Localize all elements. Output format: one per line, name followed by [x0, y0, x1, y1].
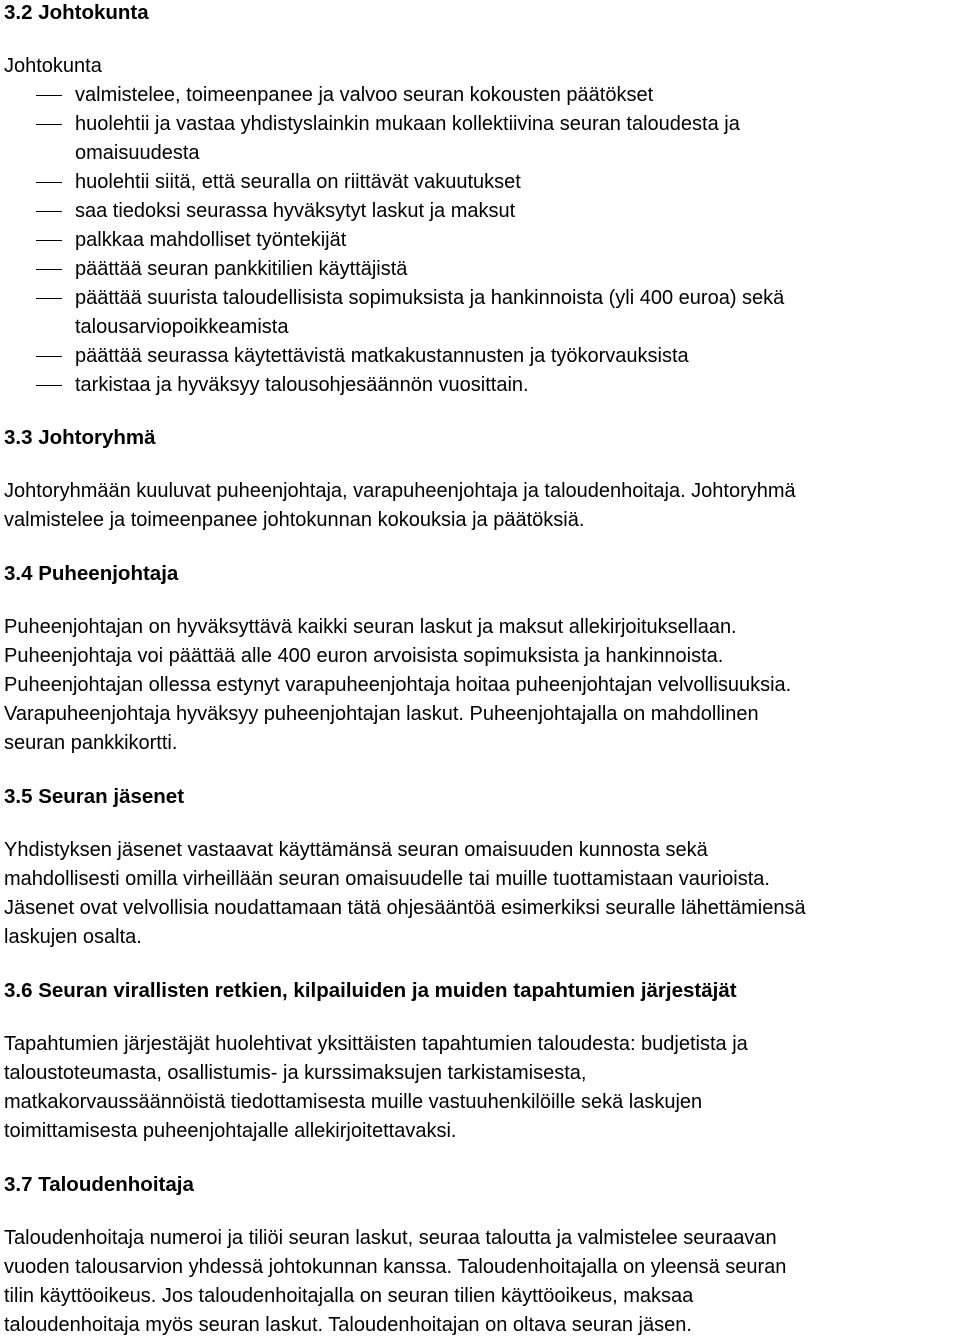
list-item — [4, 255, 960, 284]
paragraph-line: Puheenjohtaja voi päättää alle 400 euron arvoisista sopimuksista ja hankinnoista. — [4, 645, 724, 667]
paragraph-line: taloudenhoitaja myös seuran laskut. Taloudenhoitajan on oltava seuran jäsen. — [4, 1314, 692, 1336]
dash-bullet-icon — [36, 211, 62, 212]
list-item-text: saa tiedoksi seurassa hyväksytyt laskut ja maksut — [75, 200, 516, 222]
dash-bullet-icon — [36, 385, 62, 386]
dash-bullet-icon — [36, 240, 62, 241]
johtokunta-intro: Johtokunta — [4, 55, 102, 77]
dash-bullet-icon — [36, 356, 62, 357]
section-heading-taloudenhoitaja: 3.7 Taloudenhoitaja — [4, 1173, 194, 1196]
list-item-text: palkkaa mahdolliset työntekijät — [75, 229, 347, 251]
paragraph-line: Johtoryhmään kuuluvat puheenjohtaja, varapuheenjohtaja ja taloudenhoitaja. Johtoryhmä — [4, 480, 796, 502]
section-heading-jasenet: 3.5 Seuran jäsenet — [4, 785, 185, 808]
paragraph-line: Puheenjohtajan ollessa estynyt varapuheenjohtaja hoitaa puheenjohtajan velvollisuuksia. — [4, 674, 792, 696]
johtoryhma-paragraph — [4, 477, 960, 535]
paragraph-line: laskujen osalta. — [4, 926, 142, 948]
dash-bullet-icon — [36, 298, 62, 299]
list-item-text: omaisuudesta — [75, 142, 200, 164]
jarjestajat-paragraph — [4, 1030, 960, 1146]
list-item — [4, 342, 960, 371]
list-item-text: päättää seuran pankkitilien käyttäjistä — [75, 258, 408, 280]
taloudenhoitaja-paragraph — [4, 1224, 960, 1340]
paragraph-line: Puheenjohtajan on hyväksyttävä kaikki seuran laskut ja maksut allekirjoituksellaan. — [4, 616, 737, 638]
list-item-text: talousarviopoikkeamista — [75, 316, 289, 338]
list-item — [4, 168, 960, 197]
puheenjohtaja-paragraph — [4, 613, 960, 758]
list-item-text: päättää seurassa käytettävistä matkakustannusten ja työkorvauksista — [75, 345, 689, 367]
paragraph-line: Varapuheenjohtaja hyväksyy puheenjohtajan laskut. Puheenjohtajalla on mahdollinen — [4, 703, 759, 725]
paragraph-line: seuran pankkikortti. — [4, 732, 178, 754]
jasenet-paragraph — [4, 836, 960, 952]
paragraph-line: toimittamisesta puheenjohtajalle allekirjoitettavaksi. — [4, 1120, 457, 1142]
section-heading-johtokunta: 3.2 Johtokunta — [4, 1, 149, 24]
list-item — [4, 371, 960, 400]
paragraph-line: mahdollisesti omilla virheillään seuran omaisuudelle tai muille tuottamistaan vaurioista. — [4, 868, 770, 890]
list-item-text: huolehtii siitä, että seuralla on riittävät vakuutukset — [75, 171, 521, 193]
list-item — [4, 284, 960, 342]
dash-bullet-icon — [36, 269, 62, 270]
paragraph-line: vuoden talousarvion yhdessä johtokunnan kanssa. Taloudenhoitajalla on yleensä seuran — [4, 1256, 787, 1278]
paragraph-line: Yhdistyksen jäsenet vastaavat käyttämänsä seuran omaisuuden kunnosta sekä — [4, 839, 708, 861]
list-item — [4, 110, 960, 168]
list-item-text: päättää suurista taloudellisista sopimuksista ja hankinnoista (yli 400 euroa) sekä — [75, 287, 785, 309]
dash-bullet-icon — [36, 124, 62, 125]
list-item — [4, 81, 960, 110]
document — [4, 0, 960, 1340]
list-item — [4, 197, 960, 226]
section-heading-puheenjohtaja: 3.4 Puheenjohtaja — [4, 562, 179, 585]
dash-bullet-icon — [36, 182, 62, 183]
section-heading-johtoryhma: 3.3 Johtoryhmä — [4, 426, 156, 449]
paragraph-line: matkakorvaussäännöistä tiedottamisesta muille vastuuhenkilöille sekä laskujen — [4, 1091, 703, 1113]
list-item-text: huolehtii ja vastaa yhdistyslainkin mukaan kollektiivina seuran taloudesta ja — [75, 113, 740, 135]
list-item-text: valmistelee, toimeenpanee ja valvoo seuran kokousten päätökset — [75, 84, 654, 106]
paragraph-line: Taloudenhoitaja numeroi ja tiliöi seuran laskut, seuraa taloutta ja valmistelee seuraavan — [4, 1227, 777, 1249]
dash-bullet-icon — [36, 95, 62, 96]
paragraph-line: Jäsenet ovat velvollisia noudattamaan tätä ohjesääntöä esimerkiksi seuralle lähettämiensä — [4, 897, 806, 919]
paragraph-line: Tapahtumien järjestäjät huolehtivat yksittäisten tapahtumien taloudesta: budjetista ja — [4, 1033, 748, 1055]
list-item-text: tarkistaa ja hyväksyy talousohjesäännön vuosittain. — [75, 374, 529, 396]
paragraph-line: taloustoteumasta, osallistumis- ja kurssimaksujen tarkistamisesta, — [4, 1062, 587, 1084]
section-heading-jarjestajat: 3.6 Seuran virallisten retkien, kilpailuiden ja muiden tapahtumien järjestäjät — [4, 979, 737, 1002]
paragraph-line: valmistelee ja toimeenpanee johtokunnan kokouksia ja päätöksiä. — [4, 509, 585, 531]
list-item — [4, 226, 960, 255]
johtokunta-duties-list — [4, 81, 960, 400]
paragraph-line: tilin käyttöoikeus. Jos taloudenhoitajalla on seuran tilien käyttöoikeus, maksaa — [4, 1285, 694, 1307]
